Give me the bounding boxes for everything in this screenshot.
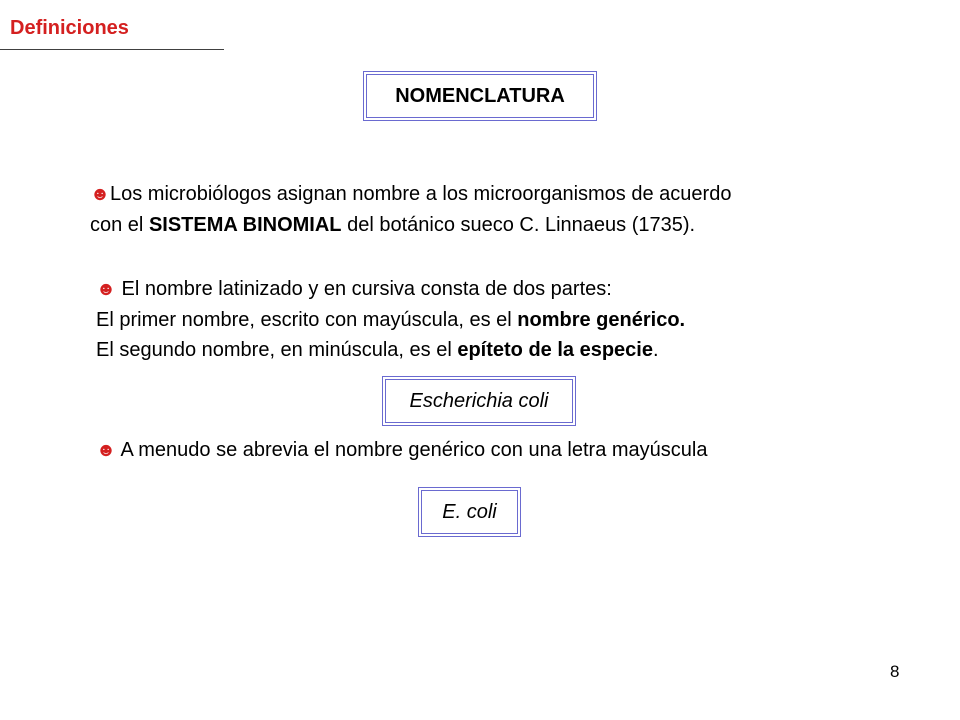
bold-term: nombre genérico.: [517, 309, 686, 331]
paragraph-text: del botánico sueco C. Linnaeus (1735).: [341, 214, 696, 236]
header-divider: [0, 49, 224, 50]
example-full-name: Escherichia coli: [409, 389, 549, 412]
paragraph-abbreviation: [96, 435, 707, 466]
paragraph-line: [90, 210, 731, 240]
bold-term: SISTEMA BINOMIAL: [148, 214, 342, 236]
smiley-bullet-icon: ☻: [96, 279, 116, 300]
paragraph-text: A menudo se abrevia el nombre genérico con una letra mayúscula: [116, 439, 708, 461]
topic-title: NOMENCLATURA: [395, 84, 565, 107]
paragraph-text: con el: [90, 214, 149, 236]
paragraph-text: El primer nombre, escrito con mayúscula, es el: [96, 309, 518, 331]
paragraph-line: [96, 305, 685, 335]
paragraph-text: .: [652, 339, 659, 361]
page-number: 8: [890, 662, 900, 681]
example-abbreviated-name: E. coli: [442, 500, 497, 523]
example-full-name-box: [382, 376, 576, 426]
section-title: Definiciones: [10, 17, 129, 39]
paragraph-binomial-system: [90, 179, 731, 240]
paragraph-line: [90, 179, 731, 210]
paragraph-line: [96, 274, 685, 305]
example-abbreviated-name-box: [418, 487, 521, 537]
smiley-bullet-icon: ☻: [90, 184, 110, 205]
paragraph-line: [96, 335, 685, 365]
paragraph-text: El nombre latinizado y en cursiva consta de dos partes:: [116, 278, 612, 300]
bold-term: epíteto de la especie: [457, 339, 653, 361]
topic-title-box: [363, 71, 597, 121]
paragraph-name-parts: [96, 274, 685, 365]
paragraph-text: El segundo nombre, en minúscula, es el: [96, 339, 458, 361]
smiley-bullet-icon: ☻: [96, 440, 116, 461]
paragraph-text: Los microbiólogos asignan nombre a los microorganismos de acuerdo: [110, 183, 732, 205]
paragraph-line: [96, 435, 707, 466]
